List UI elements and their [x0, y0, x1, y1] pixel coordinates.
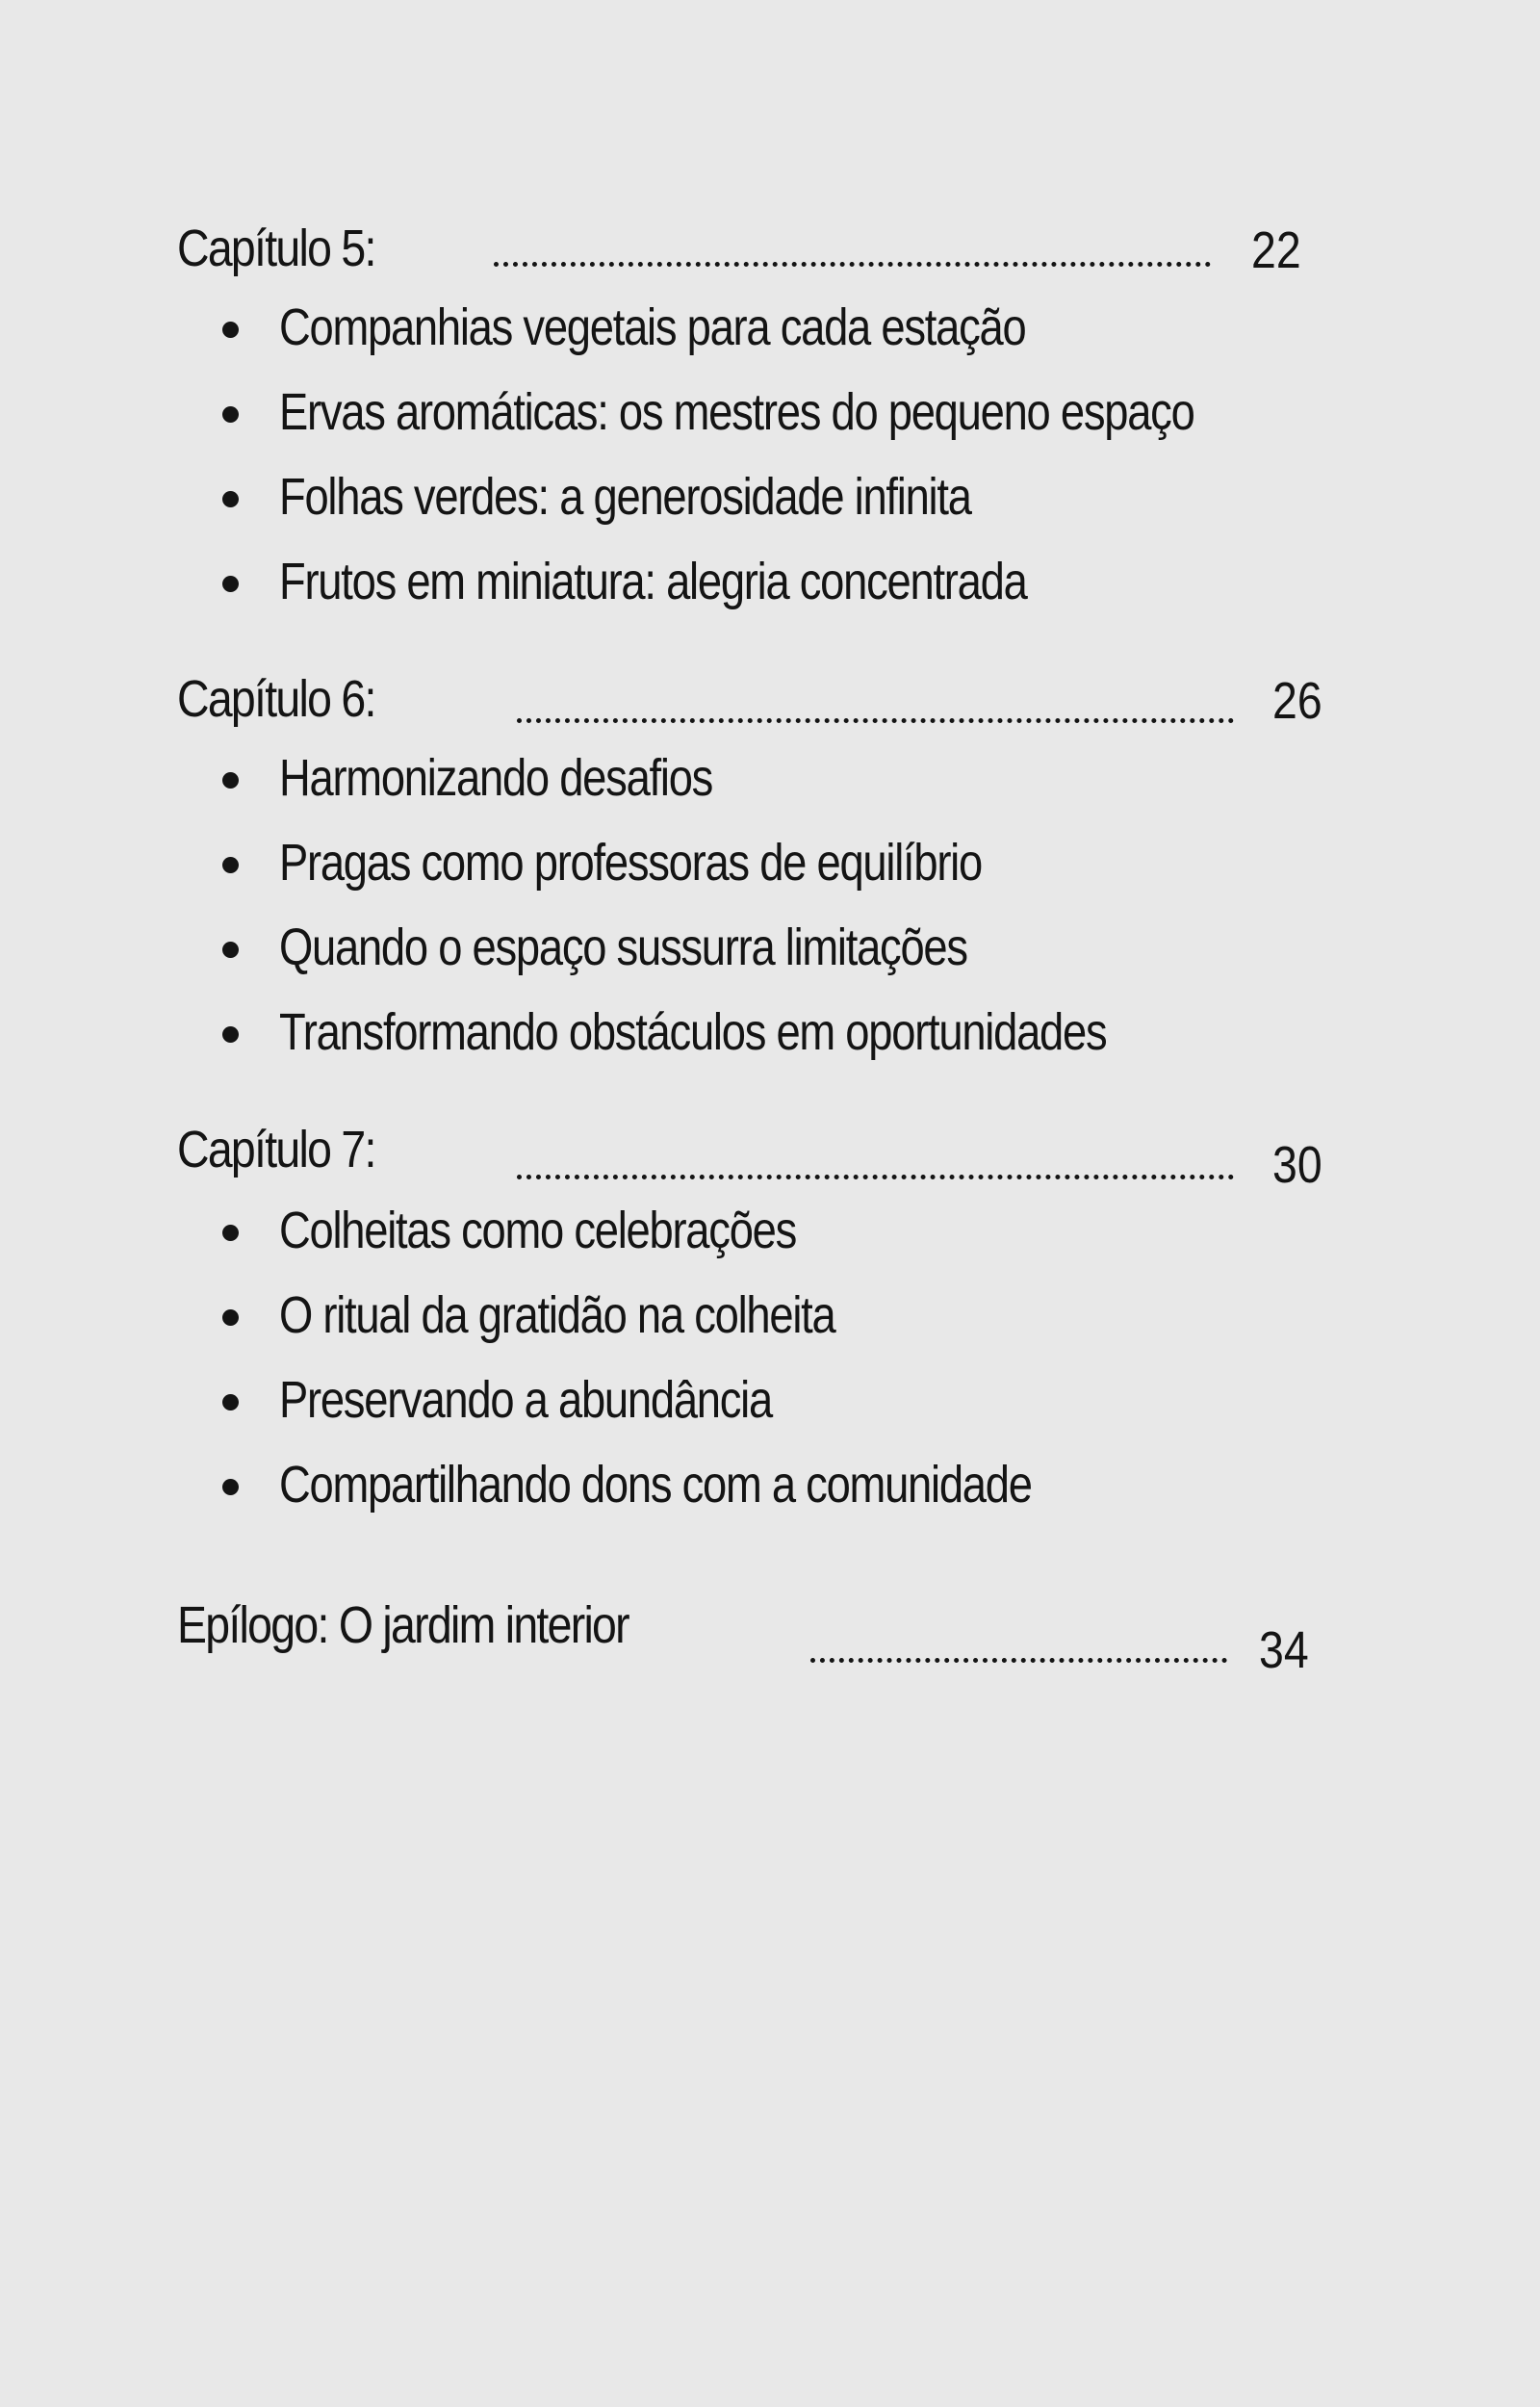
- topic-text: Transformando obstáculos em oportunidades: [279, 1003, 1107, 1061]
- page-number: 30: [1272, 1136, 1322, 1194]
- page-number: 34: [1259, 1621, 1309, 1679]
- dot-leader: [810, 1658, 1227, 1663]
- topic-text: Harmonizando desafios: [279, 749, 713, 807]
- dot-leader: [494, 262, 1211, 267]
- list-item: [0, 541, 1540, 626]
- bullet-icon: [222, 1026, 239, 1043]
- bullet-icon: [222, 322, 239, 338]
- epilogue-title: Epílogo: O jardim interior: [177, 1596, 629, 1654]
- chapter-title: Capítulo 7:: [177, 1121, 375, 1178]
- topic-text: O ritual da gratidão na colheita: [279, 1286, 835, 1344]
- topic-text: Folhas verdes: a generosidade infinita: [279, 468, 971, 526]
- bullet-icon: [222, 857, 239, 873]
- bullet-icon: [222, 576, 239, 592]
- list-item: [0, 907, 1540, 992]
- chapter-title: Capítulo 6:: [177, 670, 375, 728]
- dot-leader: [517, 1175, 1234, 1179]
- chapter-6-topics: [0, 738, 1540, 1076]
- list-item: [0, 456, 1540, 541]
- topic-text: Pragas como professoras de equilíbrio: [279, 834, 982, 892]
- bullet-icon: [222, 1225, 239, 1241]
- bullet-icon: [222, 1394, 239, 1411]
- topic-text: Colheitas como celebrações: [279, 1202, 797, 1259]
- list-item: [0, 1275, 1540, 1359]
- bullet-icon: [222, 772, 239, 789]
- chapter-7-topics: [0, 1190, 1540, 1529]
- dot-leader: [517, 718, 1234, 723]
- list-item: [0, 287, 1540, 372]
- page-number: 26: [1272, 672, 1322, 730]
- chapter-title: Capítulo 5:: [177, 220, 375, 277]
- toc-entry-chapter-5[interactable]: [0, 210, 1540, 287]
- list-item: [0, 992, 1540, 1076]
- page-number: 22: [1251, 221, 1301, 279]
- topic-text: Quando o espaço sussurra limitações: [279, 919, 967, 976]
- topic-text: Frutos em miniatura: alegria concentrada: [279, 553, 1027, 610]
- list-item: [0, 1444, 1540, 1529]
- topic-text: Ervas aromáticas: os mestres do pequeno espaço: [279, 383, 1194, 441]
- bullet-icon: [222, 942, 239, 958]
- toc-entry-chapter-6[interactable]: [0, 662, 1540, 739]
- list-item: [0, 372, 1540, 456]
- list-item: [0, 1359, 1540, 1444]
- list-item: [0, 738, 1540, 822]
- topic-text: Compartilhando dons com a comunidade: [279, 1456, 1032, 1514]
- toc-entry-epilogue[interactable]: [0, 1591, 1540, 1687]
- topic-text: Companhias vegetais para cada estação: [279, 298, 1026, 356]
- bullet-icon: [222, 491, 239, 507]
- topic-text: Preservando a abundância: [279, 1371, 772, 1429]
- chapter-5-topics: [0, 287, 1540, 626]
- toc-entry-chapter-7[interactable]: [0, 1115, 1540, 1192]
- bullet-icon: [222, 1309, 239, 1326]
- list-item: [0, 822, 1540, 907]
- list-item: [0, 1190, 1540, 1275]
- bullet-icon: [222, 1479, 239, 1495]
- bullet-icon: [222, 406, 239, 423]
